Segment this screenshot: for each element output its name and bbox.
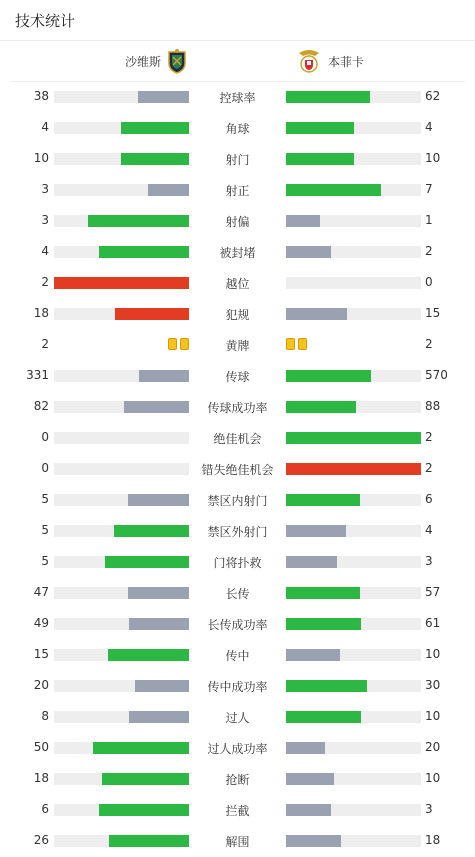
away-stat-value: 6 [425, 492, 433, 506]
away-stat-value: 570 [425, 368, 448, 382]
home-stat-bar-fill [121, 153, 189, 165]
home-stat-bar-track [54, 587, 189, 599]
away-stat-value: 2 [425, 430, 433, 444]
away-stat-value: 30 [425, 678, 441, 692]
stat-row [0, 273, 475, 293]
stat-row [0, 180, 475, 200]
home-stat-bar-fill [124, 401, 189, 413]
home-stat-bar-track [54, 525, 189, 537]
stat-row [0, 149, 475, 169]
away-stat-bar-track [286, 649, 421, 661]
home-stat-value: 0 [41, 461, 49, 475]
away-stat-bar-fill [286, 587, 360, 599]
home-stat-bar-track [54, 711, 189, 723]
home-stat-bar-fill [88, 215, 189, 227]
away-stat-bar-track [286, 308, 421, 320]
away-stat-value: 15 [425, 306, 441, 320]
stat-label: 越位 [225, 277, 250, 291]
away-stat-bar-fill [286, 835, 341, 847]
away-stat-bar-track [286, 742, 421, 754]
away-stat-bar-fill [286, 153, 354, 165]
away-stat-bar-track [286, 401, 421, 413]
home-stat-bar-fill [138, 91, 189, 103]
home-stat-bar-track [54, 215, 189, 227]
home-yellow-cards [168, 338, 189, 350]
stat-label: 传中 [225, 649, 250, 663]
away-stat-value: 7 [425, 182, 433, 196]
home-team[interactable] [125, 41, 193, 81]
home-stat-bar-fill [139, 370, 189, 382]
away-stat-bar-track [286, 91, 421, 103]
away-stat-bar-track [286, 153, 421, 165]
home-stat-bar-track [54, 277, 189, 289]
home-stat-bar-track [54, 91, 189, 103]
teams-divider [10, 81, 465, 82]
away-stat-bar-fill [286, 525, 346, 537]
stat-row [0, 242, 475, 262]
home-stat-value: 331 [26, 368, 49, 382]
away-stat-value: 4 [425, 523, 433, 537]
home-stat-value: 5 [41, 492, 49, 506]
home-stat-bar-fill [135, 680, 189, 692]
home-stat-value: 4 [41, 120, 49, 134]
stat-label: 禁区内射门 [207, 494, 268, 508]
away-stat-value: 0 [425, 275, 433, 289]
away-stat-value: 61 [425, 616, 441, 630]
home-stat-value: 26 [33, 833, 49, 847]
away-stat-bar-fill [286, 773, 334, 785]
away-stat-bar-fill [286, 494, 360, 506]
stat-label: 门将扑救 [213, 556, 262, 570]
away-stat-bar-track [286, 556, 421, 568]
home-stat-bar-track [54, 153, 189, 165]
away-team-name: 本菲卡 [328, 54, 365, 69]
home-stat-value: 47 [33, 585, 49, 599]
stat-row [0, 521, 475, 541]
home-stat-bar-track [54, 804, 189, 816]
home-stat-bar-fill [148, 184, 189, 196]
away-stat-value: 10 [425, 709, 441, 723]
away-stat-bar-fill [286, 91, 370, 103]
home-stat-value: 18 [33, 306, 49, 320]
home-stat-bar-fill [105, 556, 189, 568]
away-stat-bar-fill [286, 463, 421, 475]
away-stat-value: 18 [425, 833, 441, 847]
home-stat-bar-fill [108, 649, 189, 661]
away-stat-bar-track [286, 184, 421, 196]
away-stat-value: 4 [425, 120, 433, 134]
stat-row [0, 118, 475, 138]
away-stat-bar-fill [286, 246, 331, 258]
away-stat-bar-track [286, 215, 421, 227]
stat-label: 犯规 [225, 308, 250, 322]
yellow-card-icon [286, 338, 295, 350]
home-stat-value: 3 [41, 213, 49, 227]
away-stat-value: 10 [425, 771, 441, 785]
home-stat-value: 5 [41, 523, 49, 537]
home-stat-bar-track [54, 494, 189, 506]
yellow-card-icon [298, 338, 307, 350]
stat-row [0, 459, 475, 479]
home-stat-value: 20 [33, 678, 49, 692]
home-stat-value: 38 [33, 89, 49, 103]
away-stat-bar-fill [286, 308, 347, 320]
stat-row [0, 490, 475, 510]
away-stat-bar-track [286, 680, 421, 692]
away-stat-bar-fill [286, 618, 361, 630]
stat-label: 被封堵 [219, 246, 256, 260]
home-stat-bar-fill [128, 587, 189, 599]
away-stat-bar-track [286, 370, 421, 382]
stat-row [0, 769, 475, 789]
home-stat-bar-track [54, 618, 189, 630]
home-stat-bar-track [54, 401, 189, 413]
home-stat-value: 2 [41, 337, 49, 351]
home-stat-bar-fill [114, 525, 189, 537]
home-stat-bar-fill [115, 308, 189, 320]
stat-label: 错失绝佳机会 [201, 463, 274, 477]
home-stat-bar-fill [54, 277, 189, 289]
away-stat-value: 10 [425, 647, 441, 661]
stat-row [0, 583, 475, 603]
away-stat-bar-track [286, 525, 421, 537]
home-stat-bar-fill [109, 835, 189, 847]
away-yellow-cards [286, 338, 307, 350]
stat-row [0, 800, 475, 820]
away-stat-bar-fill [286, 680, 367, 692]
page-title: 技术统计 [15, 12, 76, 30]
stat-row [0, 428, 475, 448]
away-stat-bar-track [286, 277, 421, 289]
home-stat-bar-fill [129, 618, 189, 630]
away-stat-bar-fill [286, 122, 354, 134]
away-stat-value: 2 [425, 244, 433, 258]
stat-row [0, 552, 475, 572]
stat-label: 角球 [225, 122, 250, 136]
stat-label: 过人 [225, 711, 250, 725]
away-stat-bar-track [286, 122, 421, 134]
away-stat-value: 88 [425, 399, 441, 413]
stat-row [0, 397, 475, 417]
home-stat-value: 18 [33, 771, 49, 785]
home-stat-bar-fill [99, 804, 189, 816]
away-stat-bar-fill [286, 432, 421, 444]
stat-label: 黄牌 [225, 339, 250, 353]
away-stat-bar-track [286, 804, 421, 816]
away-stat-bar-track [286, 432, 421, 444]
home-stat-value: 2 [41, 275, 49, 289]
home-stat-value: 8 [41, 709, 49, 723]
stat-row [0, 645, 475, 665]
stat-label: 长传 [225, 587, 250, 601]
home-stat-bar-track [54, 246, 189, 258]
stat-label: 解围 [225, 835, 250, 849]
stat-label: 传球成功率 [207, 401, 268, 415]
away-stat-value: 2 [425, 337, 433, 351]
away-stat-bar-track [286, 835, 421, 847]
away-stat-value: 62 [425, 89, 441, 103]
away-stat-value: 57 [425, 585, 441, 599]
away-stat-bar-fill [286, 804, 331, 816]
home-stat-bar-fill [129, 711, 189, 723]
away-team[interactable] [290, 41, 364, 81]
home-stat-bar-track [54, 308, 189, 320]
stat-row [0, 366, 475, 386]
stat-label: 拦截 [225, 804, 250, 818]
yellow-card-icon [180, 338, 189, 350]
home-stat-bar-fill [93, 742, 189, 754]
home-stat-bar-fill [102, 773, 189, 785]
home-stat-value: 3 [41, 182, 49, 196]
yellow-card-icon [168, 338, 177, 350]
away-stat-bar-fill [286, 401, 356, 413]
home-stat-value: 4 [41, 244, 49, 258]
home-stat-value: 15 [33, 647, 49, 661]
home-stat-value: 10 [33, 151, 49, 165]
stat-row [0, 335, 475, 355]
stat-row [0, 304, 475, 324]
stat-row [0, 614, 475, 634]
home-team-name: 沙维斯 [125, 54, 162, 69]
away-stat-value: 20 [425, 740, 441, 754]
away-stat-bar-track [286, 463, 421, 475]
stat-row [0, 211, 475, 231]
chaves-crest-icon [167, 48, 187, 74]
away-stat-bar-track [286, 711, 421, 723]
stat-label: 抢断 [225, 773, 250, 787]
home-stat-value: 49 [33, 616, 49, 630]
away-stat-bar-track [286, 494, 421, 506]
away-stat-value: 3 [425, 802, 433, 816]
stat-label: 长传成功率 [207, 618, 268, 632]
away-stat-bar-track [286, 773, 421, 785]
away-stat-value: 3 [425, 554, 433, 568]
home-stat-value: 82 [33, 399, 49, 413]
stat-label: 过人成功率 [207, 742, 268, 756]
stat-label: 射偏 [225, 215, 250, 229]
home-stat-bar-track [54, 649, 189, 661]
benfica-crest-icon [296, 48, 322, 74]
away-stat-bar-track [286, 246, 421, 258]
home-stat-bar-fill [121, 122, 189, 134]
away-stat-bar-track [286, 587, 421, 599]
home-stat-value: 0 [41, 430, 49, 444]
stat-row [0, 676, 475, 696]
stat-row [0, 707, 475, 727]
home-stat-bar-track [54, 680, 189, 692]
stat-label: 传球 [225, 370, 250, 384]
stat-row [0, 831, 475, 851]
stat-row [0, 738, 475, 758]
away-stat-bar-fill [286, 711, 361, 723]
home-stat-bar-fill [99, 246, 189, 258]
stat-label: 射门 [225, 153, 250, 167]
away-stat-value: 2 [425, 461, 433, 475]
home-stat-bar-track [54, 773, 189, 785]
stat-label: 绝佳机会 [213, 432, 262, 446]
away-stat-bar-fill [286, 370, 371, 382]
away-stat-bar-track [286, 618, 421, 630]
home-stat-bar-track [54, 432, 189, 444]
home-stat-bar-track [54, 556, 189, 568]
stat-label: 控球率 [219, 91, 256, 105]
home-stat-value: 50 [33, 740, 49, 754]
home-stat-value: 6 [41, 802, 49, 816]
away-stat-value: 10 [425, 151, 441, 165]
away-stat-bar-fill [286, 742, 325, 754]
away-stat-bar-fill [286, 556, 337, 568]
home-stat-bar-track [54, 463, 189, 475]
away-stat-bar-fill [286, 649, 340, 661]
team-header [10, 41, 465, 81]
away-stat-bar-fill [286, 184, 381, 196]
home-stat-bar-fill [128, 494, 189, 506]
stat-row [0, 87, 475, 107]
home-stat-bar-track [54, 742, 189, 754]
home-stat-bar-track [54, 184, 189, 196]
home-stat-bar-track [54, 835, 189, 847]
stat-label: 禁区外射门 [207, 525, 268, 539]
away-stat-bar-fill [286, 215, 320, 227]
stat-label: 射正 [225, 184, 250, 198]
stat-label: 传中成功率 [207, 680, 268, 694]
away-stat-value: 1 [425, 213, 433, 227]
home-stat-bar-track [54, 122, 189, 134]
home-stat-value: 5 [41, 554, 49, 568]
home-stat-bar-track [54, 370, 189, 382]
